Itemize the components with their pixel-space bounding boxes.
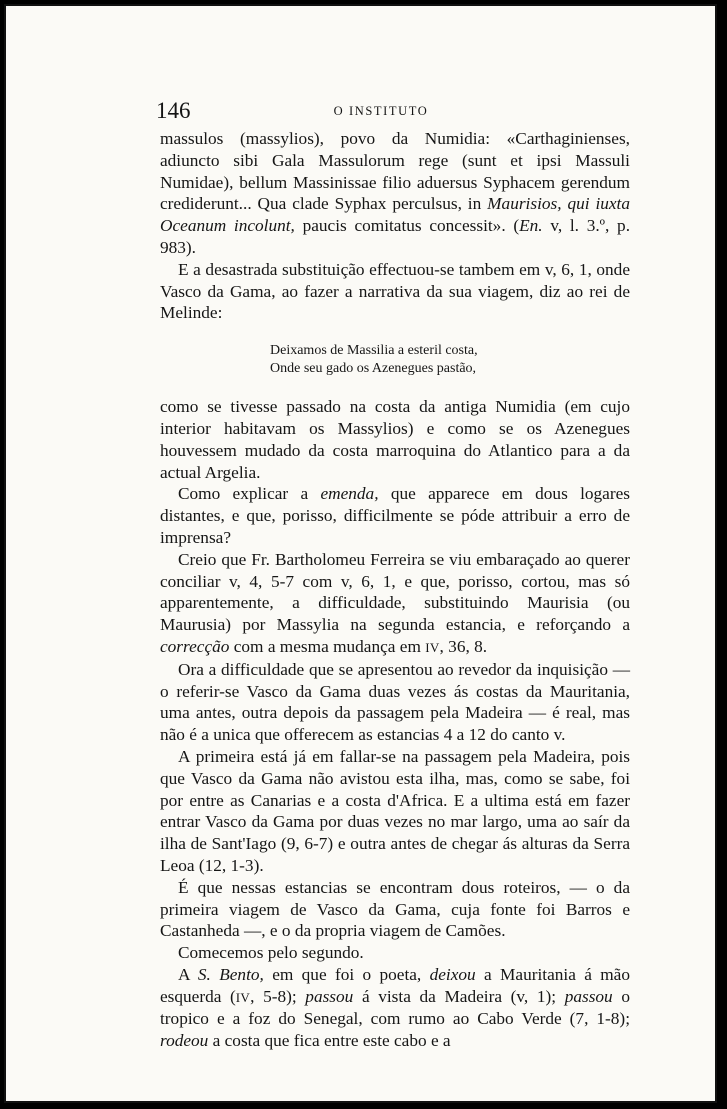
verse-line: Deixamos de Massilia a esteril costa, — [270, 343, 478, 359]
paragraph: como se tivesse passado na costa da antiga Numidia (em cujo interior habitavam os Massylios) e como se os Azenegues houvessem mudado da costa marroquina do Atlantico para a da actual Argelia. — [160, 397, 630, 482]
paragraph: Comecemos pelo segundo. — [178, 943, 364, 963]
paragraph: Ora a difficuldade que se apresentou ao revedor da inquisição — o referir-se Vasco da Gama duas vezes ás costas da Mauritania, uma antes, outra depois da passagem pela Madeira — é real, mas não é a unica que offerecem as estancias 4 a 12 do canto v. — [160, 659, 630, 745]
paragraph: Creio que Fr. Bartholomeu Ferreira se viu embaraçado ao querer conciliar v, 4, 5-7 com v, 6, 1, e que, porisso, cortou, mas só apparentemente, a difficuldade, substituindo Maurisia (ou Maurusia) por Massylia na segunda estancia, e reforçando a correcção com a mesma mudança em IV, 36, 8. — [160, 549, 630, 656]
paragraph: Como explicar a emenda, que apparece em dous logares distantes, e que, porisso, difficilmente se póde attribuir a erro de imprensa? — [160, 484, 630, 547]
paragraph: É que nessas estancias se encontram dous roteiros, — o da primeira viagem de Vasco da Gama, cuja fonte foi Barros e Castanheda —, e o da propria viagem de Camões. — [160, 877, 630, 941]
paragraph: A primeira está já em fallar-se na passagem pela Madeira, pois que Vasco da Gama não avistou esta ilha, mas, como se sabe, foi por entre as Canarias e a costa d'Africa. E a ultima está em fazer entrar Vasco da Gama por duas vezes no mar largo, uma ao saír da ilha de Sant'Iago (9, 6-7) e outra antes de chegar ás alturas da Serra Leoa (12, 1-3). — [160, 746, 630, 875]
page-header — [156, 96, 606, 126]
paragraph: E a desastrada substituição effectuou-se tambem em v, 6, 1, onde Vasco da Gama, ao fazer a narrativa da sua viagem, diz ao rei de Melinde: — [160, 259, 630, 323]
paragraph: A S. Bento, em que foi o poeta, deixou a Mauritania á mão esquerda (IV, 5-8); passou á vista da Madeira (v, 1); passou o tropico e a foz do Senegal, com rumo ao Cabo Verde (7, 1-8); rodeou a costa que fica entre este cabo e a — [160, 964, 630, 1051]
body-text — [160, 128, 630, 1052]
page-number: 146 — [156, 98, 191, 123]
running-title: O INSTITUTO — [333, 104, 429, 118]
paragraph: massulos (massylios), povo da Numidia: «Carthaginienses, adiuncto sibi Gala Massulorum rege (sunt et ipsi Massuli Numidae), bellum Massinissae filio aduersus Syphacem gerendum crediderunt... Qua clade Syphax perculsus, in Maurisios, qui iuxta Oceanum incolunt, paucis comitatus concessit». (En. v, l. 3.º, p. 983). — [160, 129, 631, 257]
verse-quote — [270, 342, 630, 378]
verse-line: Onde seu gado os Azenegues pastão, — [270, 361, 477, 377]
